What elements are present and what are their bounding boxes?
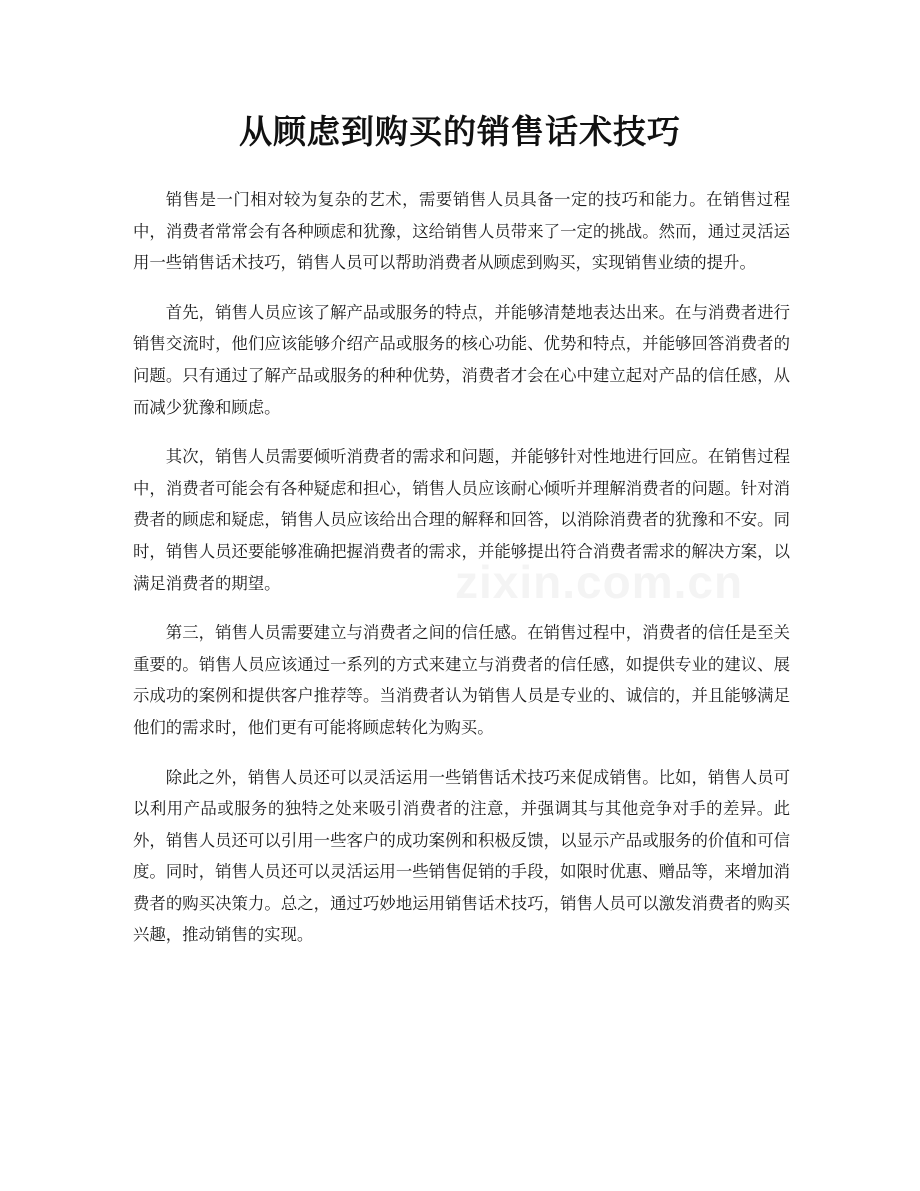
- watermark: zixin.com.cn: [455, 556, 744, 608]
- paragraph-first: 首先，销售人员应该了解产品或服务的特点，并能够清楚地表达出来。在与消费者进行销售交流时，他们应该能够介绍产品或服务的核心功能、优势和特点，并能够回答消费者的问题。只有通过了解产品或服务的种种优势，消费者才会在心中建立起对产品的信任感，从而减少犹豫和顾虑。: [133, 302, 790, 417]
- document-body: [133, 184, 790, 969]
- paragraph-intro: 销售是一门相对较为复杂的艺术，需要销售人员具备一定的技巧和能力。在销售过程中，消费者常常会有各种顾虑和犹豫，这给销售人员带来了一定的挑战。然而，通过灵活运用一些销售话术技巧，销售人员可以帮助消费者从顾虑到购买，实现销售业绩的提升。: [133, 190, 790, 273]
- paragraph-additional: 除此之外，销售人员还可以灵活运用一些销售话术技巧来促成销售。比如，销售人员可以利用产品或服务的独特之处来吸引消费者的注意，并强调其与其他竞争对手的差异。此外，销售人员还可以引用一些客户的成功案例和积极反馈，以显示产品或服务的价值和可信度。同时，销售人员还可以灵活运用一些销售促销的手段，如限时优惠、赠品等，来增加消费者的购买决策力。总之，通过巧妙地运用销售话术技巧，销售人员可以激发消费者的购买兴趣，推动销售的实现。: [133, 767, 790, 945]
- document-title: 从顾虑到购买的销售话术技巧: [239, 112, 681, 151]
- paragraph-second: 其次，销售人员需要倾听消费者的需求和问题，并能够针对性地进行回应。在销售过程中，消费者可能会有各种疑虑和担心，销售人员应该耐心倾听并理解消费者的问题。针对消费者的顾虑和疑虑，销售人员应该给出合理的解释和回答，以消除消费者的犹豫和不安。同时，销售人员还要能够准确把握消费者的需求，并能够提出符合消费者需求的解决方案，以满足消费者的期望。: [133, 447, 790, 593]
- paragraph-third: 第三，销售人员需要建立与消费者之间的信任感。在销售过程中，消费者的信任是至关重要的。销售人员应该通过一系列的方式来建立与消费者的信任感，如提供专业的建议、展示成功的案例和提供客户推荐等。当消费者认为销售人员是专业的、诚信的，并且能够满足他们的需求时，他们更有可能将顾虑转化为购买。: [133, 623, 790, 737]
